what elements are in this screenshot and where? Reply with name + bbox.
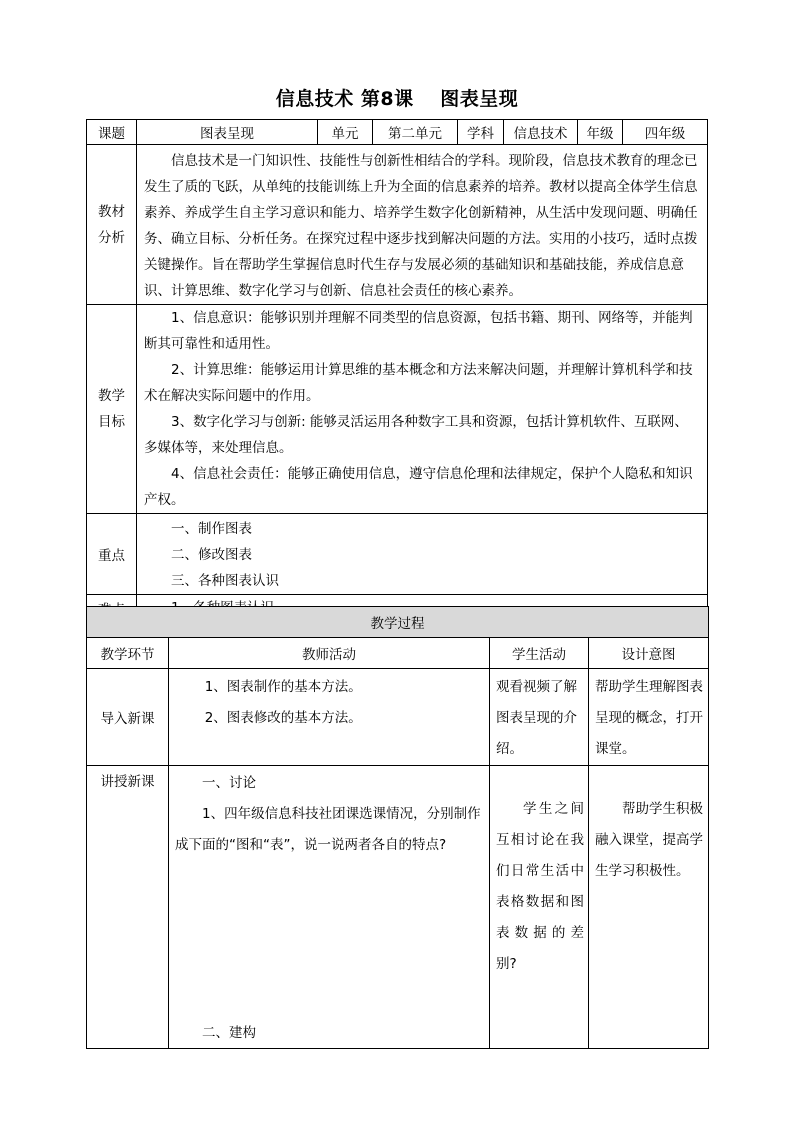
intro-intent: 帮助学生理解图表呈现的概念，打开课堂。 [589,669,709,766]
process-header: 教学过程 [87,607,709,638]
teach-teacher [169,766,490,1049]
page-title: 信息技术 第8课 图表呈现 [275,88,519,110]
intro-teacher [169,669,490,766]
goals-label-line2: 目标 [98,414,125,430]
key-points-label: 重点 [87,514,137,595]
key-point-item: 一、制作图表 [171,521,252,537]
topic-value: 图表呈现 [137,120,318,145]
intro-row [87,669,709,766]
column-teacher: 教师活动 [169,638,490,669]
process-columns-row [87,638,709,669]
unit-label: 单元 [318,120,373,145]
intro-teacher-item: 2、图表修改的基本方法。 [204,710,362,726]
teach-heading-discuss: 一、讨论 [202,775,256,791]
intro-student: 观看视频了解图表呈现的介绍。 [490,669,589,766]
subject-label: 学科 [458,120,504,145]
intro-stage: 导入新课 [87,669,169,766]
teach-teacher-text: 1、四年级信息科技社团课选课情况，分别制作成下面的“图和“表”，说一说两者各自的特点? [175,806,481,853]
goal-item: 1、信息意识：能够识别并理解不同类型的信息资源，包括书籍、期刊、网络等，并能判断其可靠性和适用性。 [144,310,693,352]
goals-content [137,305,708,514]
teach-stage: 讲授新课 [87,766,169,1049]
goals-row [87,305,708,514]
goal-item: 3、数字化学习与创新: 能够灵活运用各种数字工具和资源，包括计算机软件、互联网、多媒体等，来处理信息。 [144,414,688,456]
column-stage: 教学环节 [87,638,169,669]
teach-student-text: 学生之间互相讨论在我们日常生活中表格数据和图表数据的差别? [496,801,584,972]
subject-value: 信息技术 [504,120,578,145]
info-row-header [87,120,708,145]
analysis-label-line1: 教材 [98,203,125,220]
teach-row [87,766,709,1049]
key-point-item: 二、修改图表 [171,547,252,563]
goal-item: 4、信息社会责任：能够正确使用信息，遵守信息伦理和法律规定，保护个人隐私和知识产权。 [144,466,693,508]
goal-item: 2、计算思维：能够运用计算思维的基本概念和方法来解决问题，并理解计算机科学和技术在解决实际问题中的作用。 [144,362,693,404]
analysis-label-line2: 分析 [98,229,125,246]
intro-teacher-item: 1、图表制作的基本方法。 [204,679,362,695]
topic-label: 课题 [87,120,137,145]
teach-heading-construct: 二、建构 [202,1025,256,1041]
teaching-process-table [86,606,709,1049]
analysis-label [87,145,137,305]
analysis-row [87,145,708,305]
teach-intent-text: 帮助学生积极融入课堂，提高学生学习积极性。 [595,801,703,879]
process-header-row [87,607,709,638]
grade-label: 年级 [578,120,623,145]
key-points-content [137,514,708,595]
grade-value: 四年级 [623,120,708,145]
column-student: 学生活动 [490,638,589,669]
teach-student [490,766,589,1049]
goals-label-line1: 教学 [98,388,125,404]
teach-intent [589,766,709,1049]
key-point-item: 三、各种图表认识 [171,573,279,589]
column-intent: 设计意图 [589,638,709,669]
unit-value: 第二单元 [373,120,458,145]
lesson-info-table [86,119,708,622]
key-points-row [87,514,708,595]
analysis-text: 信息技术是一门知识性、技能性与创新性相结合的学科。现阶段，信息技术教育的理念已发生了质的飞跃，从单纯的技能训练上升为全面的信息素养的培养。教材以提高全体学生信息素养、养成学生自主学习意识和能力、培养学生数字化创新精神，从生活中发现问题、明确任务、确立目标、分析任务。在探究过程中逐步找到解决问题的方法。实用的小技巧，适时点拨关键操作。旨在帮助学生掌握信息时代生存与发展必须的基础知识和基础技能，养成信息意识、计算思维、数字化学习与创新、信息社会责任的核心素养。 [144,153,698,299]
goals-label [87,305,137,514]
analysis-content [137,145,708,305]
